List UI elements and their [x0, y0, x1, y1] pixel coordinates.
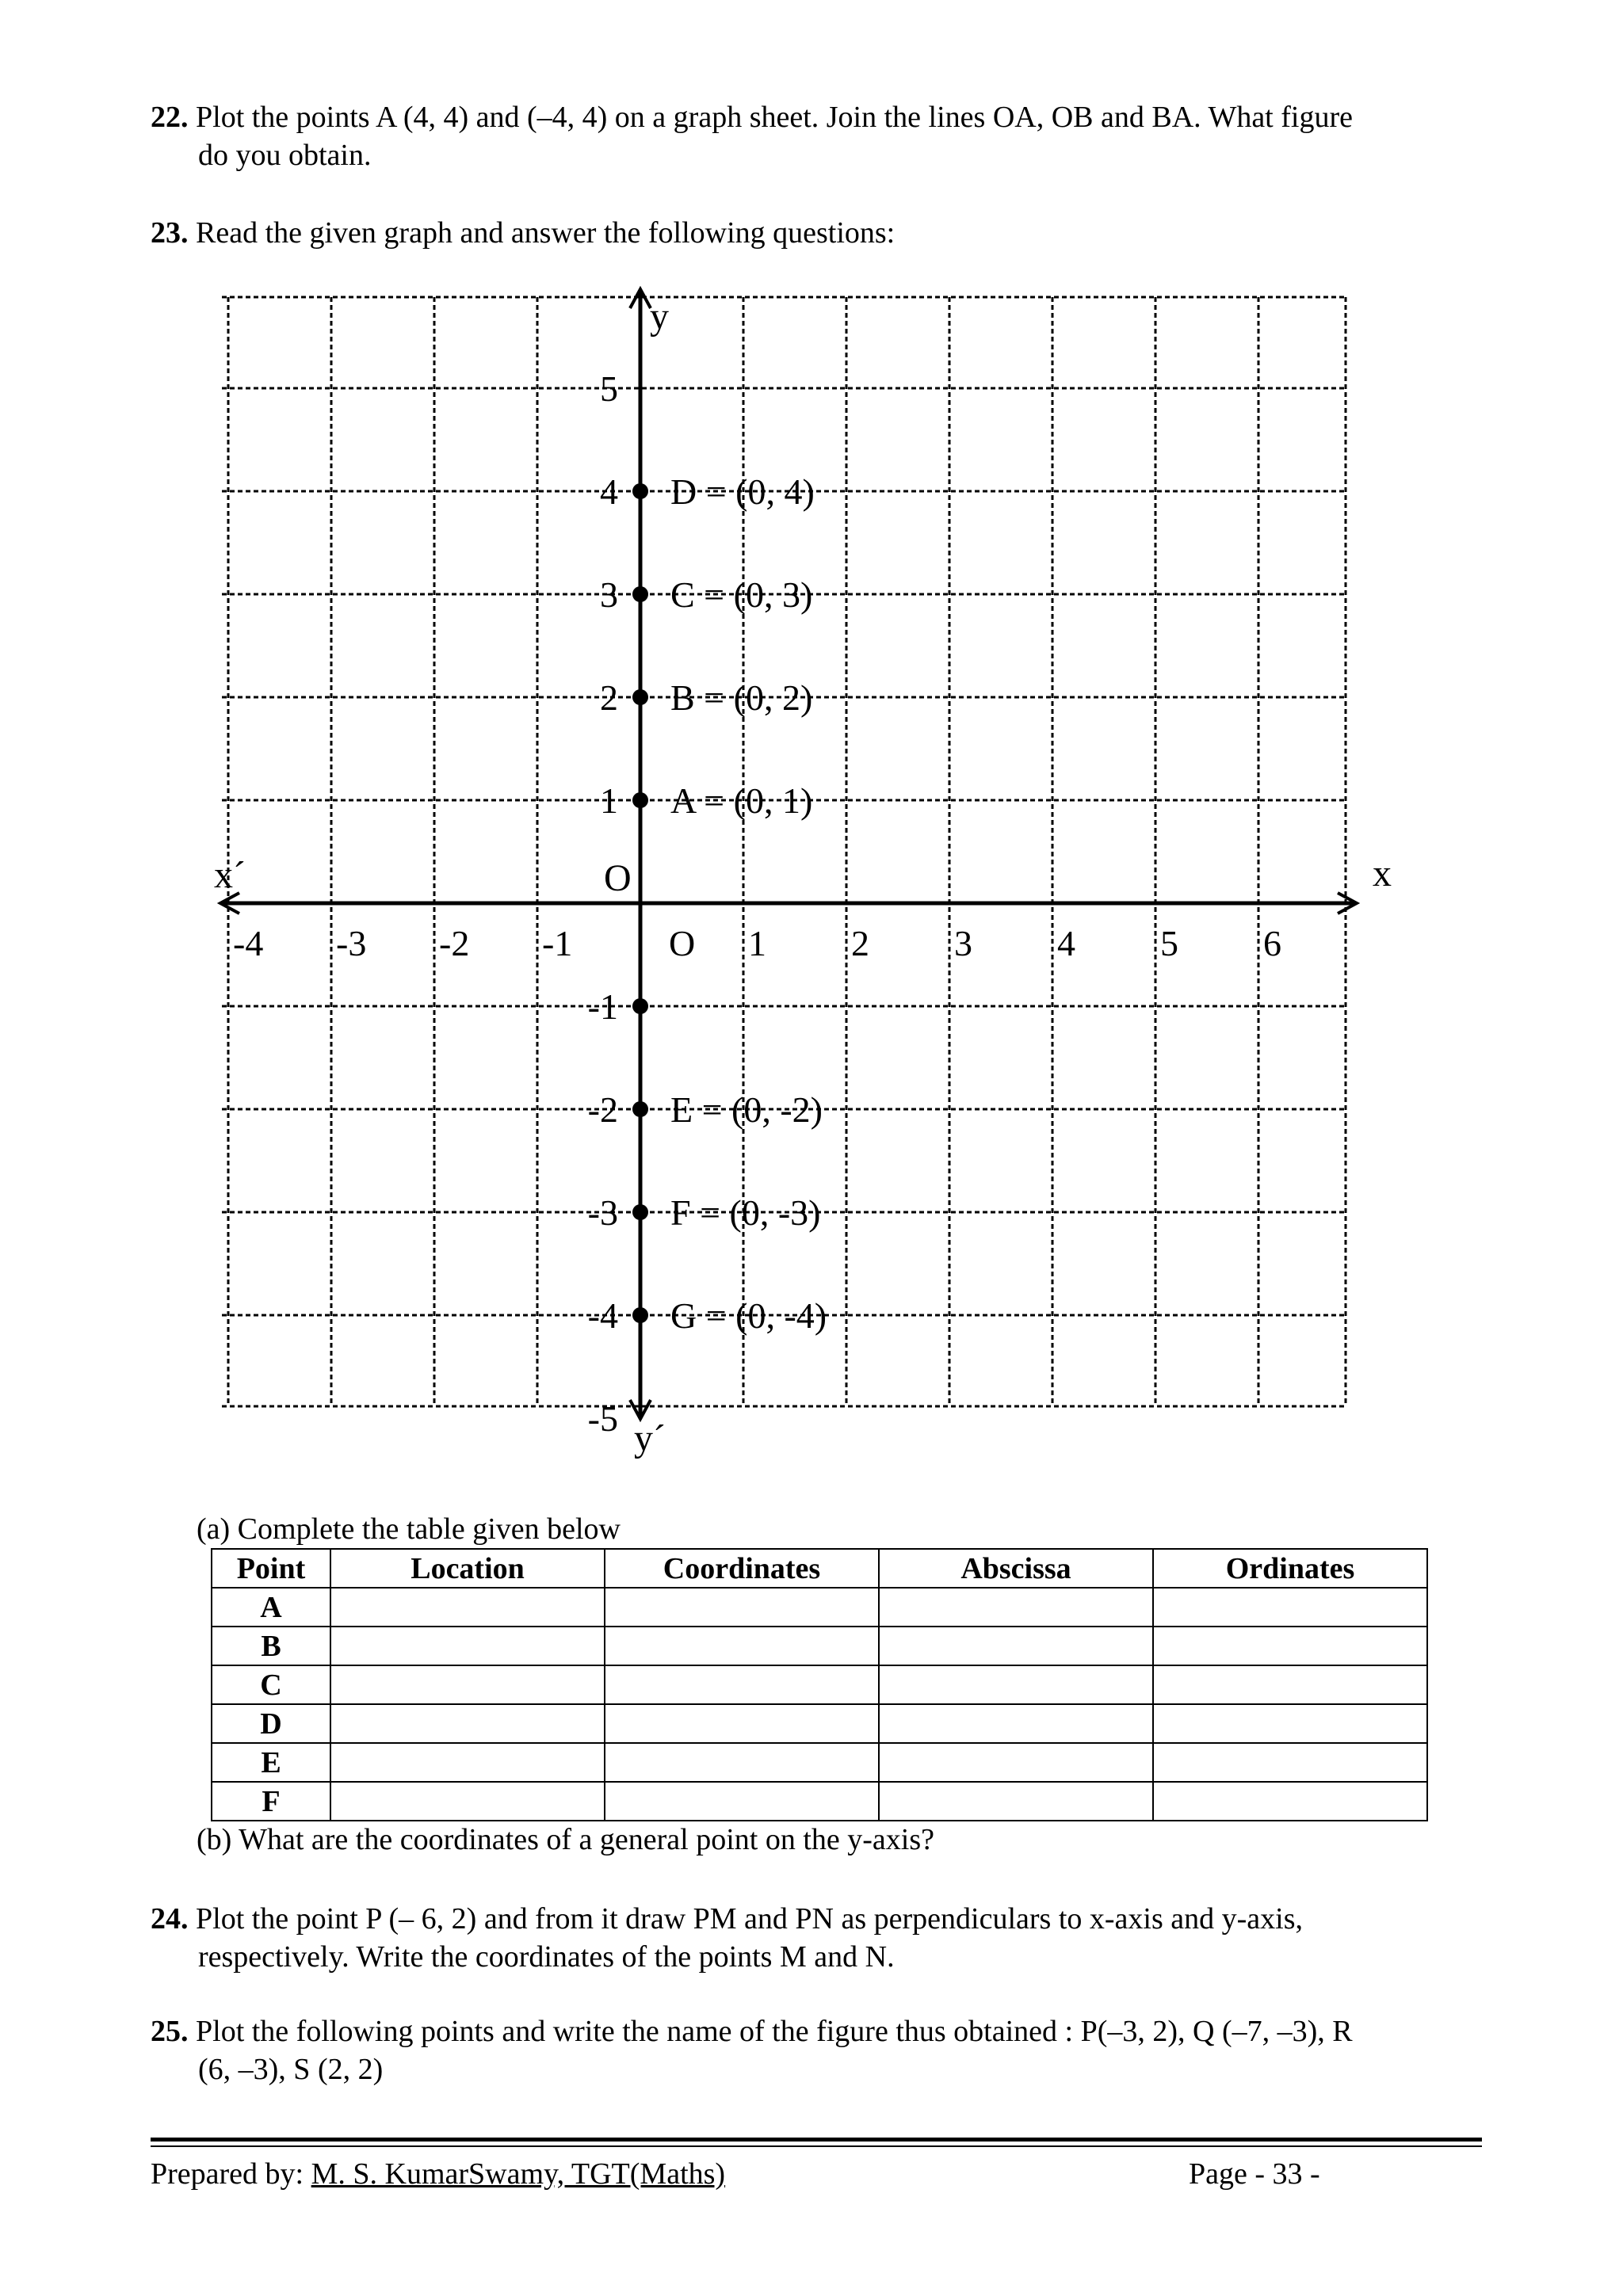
row-point-label: F: [212, 1782, 330, 1821]
table-row: [212, 1588, 1427, 1627]
axis-labels: [214, 296, 1392, 1459]
author-name: M. S. KumarSwamy, TGT(Maths): [311, 2157, 726, 2191]
x-tick-label: 3: [954, 923, 972, 963]
y-tick-label: 3: [600, 574, 618, 615]
data-point: [632, 586, 648, 602]
ordinates-cell[interactable]: [1153, 1743, 1427, 1782]
part-b-question: (b) What are the coordinates of a general point on the y-axis?: [197, 1823, 934, 1856]
data-point: [632, 792, 648, 808]
footer-divider-thin: [151, 2145, 1482, 2147]
location-cell[interactable]: [330, 1627, 605, 1665]
ordinates-cell[interactable]: [1153, 1704, 1427, 1743]
data-point: [632, 483, 648, 499]
abscissa-cell[interactable]: [879, 1743, 1153, 1782]
abscissa-cell[interactable]: [879, 1665, 1153, 1704]
part-a-instruction: (a) Complete the table given below: [197, 1512, 621, 1546]
abscissa-cell[interactable]: [879, 1704, 1153, 1743]
data-point: [632, 1307, 648, 1323]
location-cell[interactable]: [330, 1665, 605, 1704]
question-25: [151, 2012, 1498, 2088]
y-tick-label: 1: [600, 780, 618, 821]
point-label: B = (0, 2): [670, 677, 813, 718]
location-cell[interactable]: [330, 1588, 605, 1627]
coordinates-cell[interactable]: [605, 1704, 879, 1743]
question-text-continued: do you obtain.: [198, 139, 372, 172]
x-tick-label: -4: [233, 923, 264, 963]
ordinates-cell[interactable]: [1153, 1588, 1427, 1627]
table-row: [212, 1665, 1427, 1704]
question-23: [151, 214, 1498, 252]
question-number: 25.: [151, 2015, 189, 2048]
row-point-label: E: [212, 1743, 330, 1782]
point-label: C = (0, 3): [670, 574, 813, 615]
y-tick-label: -1: [587, 986, 618, 1027]
location-cell[interactable]: [330, 1704, 605, 1743]
ordinates-cell[interactable]: [1153, 1665, 1427, 1704]
coordinate-graph: [214, 254, 1419, 1505]
coordinates-cell[interactable]: [605, 1743, 879, 1782]
data-point: [632, 1204, 648, 1220]
x-tick-label: -2: [439, 923, 470, 963]
points-table: [211, 1548, 1428, 1821]
point-label: F = (0, -3): [670, 1192, 821, 1233]
y-prime-axis-label: y´: [634, 1417, 666, 1459]
coordinates-cell[interactable]: [605, 1782, 879, 1821]
question-text-continued: (6, –3), S (2, 2): [198, 2053, 384, 2086]
question-number: 23.: [151, 216, 189, 250]
x-tick-label: O: [669, 923, 696, 963]
table-row: [212, 1743, 1427, 1782]
abscissa-cell[interactable]: [879, 1588, 1153, 1627]
table-row: [212, 1704, 1427, 1743]
data-point: [632, 689, 648, 705]
x-tick-label: 2: [851, 923, 869, 963]
x-tick-label: -1: [542, 923, 573, 963]
y-tick-label: 4: [600, 471, 618, 512]
axes: [220, 289, 1357, 1419]
x-tick-label: 4: [1057, 923, 1075, 963]
x-prime-axis-label: x´: [214, 854, 246, 896]
question-text: Read the given graph and answer the following questions:: [196, 216, 896, 250]
x-tick-labels: [233, 923, 1281, 963]
y-axis-label: y: [650, 296, 669, 338]
point-label: D = (0, 4): [670, 471, 815, 512]
y-tick-label: -4: [587, 1295, 618, 1336]
point-label: A = (0, 1): [670, 780, 813, 821]
header-location: Location: [330, 1549, 605, 1588]
header-abscissa: Abscissa: [879, 1549, 1153, 1588]
y-tick-label: 2: [600, 677, 618, 718]
origin-label: O: [604, 857, 632, 899]
abscissa-cell[interactable]: [879, 1782, 1153, 1821]
row-point-label: B: [212, 1627, 330, 1665]
x-tick-label: -3: [336, 923, 367, 963]
coordinates-cell[interactable]: [605, 1588, 879, 1627]
table-row: [212, 1782, 1427, 1821]
point-label: E = (0, -2): [670, 1089, 823, 1130]
location-cell[interactable]: [330, 1782, 605, 1821]
table-header-row: [212, 1549, 1427, 1588]
question-text-continued: respectively. Write the coordinates of the points M and N.: [198, 1940, 895, 1974]
row-point-label: A: [212, 1588, 330, 1627]
y-tick-label: -2: [587, 1089, 618, 1130]
abscissa-cell[interactable]: [879, 1627, 1153, 1665]
question-text: Plot the points A (4, 4) and (–4, 4) on a graph sheet. Join the lines OA, OB and BA. What figure: [196, 101, 1353, 134]
row-point-label: C: [212, 1665, 330, 1704]
header-point: Point: [212, 1549, 330, 1588]
header-ordinates: Ordinates: [1153, 1549, 1427, 1588]
row-point-label: D: [212, 1704, 330, 1743]
question-number: 22.: [151, 101, 189, 134]
prepared-by-label: Prepared by:: [151, 2157, 304, 2191]
question-number: 24.: [151, 1902, 189, 1936]
page-number: Page - 33 -: [1189, 2157, 1320, 2191]
header-coordinates: Coordinates: [605, 1549, 879, 1588]
point-label: G = (0, -4): [670, 1295, 827, 1336]
data-point: [632, 998, 648, 1014]
footer-divider: [151, 2138, 1482, 2142]
footer-credit: [151, 2155, 725, 2193]
data-point: [632, 1101, 648, 1117]
ordinates-cell[interactable]: [1153, 1627, 1427, 1665]
coordinates-cell[interactable]: [605, 1627, 879, 1665]
y-tick-label: 5: [600, 368, 618, 409]
x-tick-label: 5: [1160, 923, 1178, 963]
x-tick-label: 1: [748, 923, 766, 963]
question-text: Plot the point P (– 6, 2) and from it draw PM and PN as perpendiculars to x-axis and y-axis,: [196, 1902, 1303, 1936]
x-axis-label: x: [1373, 852, 1392, 894]
coordinates-cell[interactable]: [605, 1665, 879, 1704]
y-tick-label: -3: [587, 1192, 618, 1233]
question-text: Plot the following points and write the name of the figure thus obtained : P(–3, 2), Q (–7, –3), R: [196, 2015, 1353, 2048]
x-tick-label: 6: [1263, 923, 1281, 963]
grid: [222, 297, 1346, 1406]
y-tick-label: -5: [587, 1398, 618, 1439]
ordinates-cell[interactable]: [1153, 1782, 1427, 1821]
table-row: [212, 1627, 1427, 1665]
question-24: [151, 1900, 1498, 1976]
question-22: [151, 98, 1498, 174]
location-cell[interactable]: [330, 1743, 605, 1782]
